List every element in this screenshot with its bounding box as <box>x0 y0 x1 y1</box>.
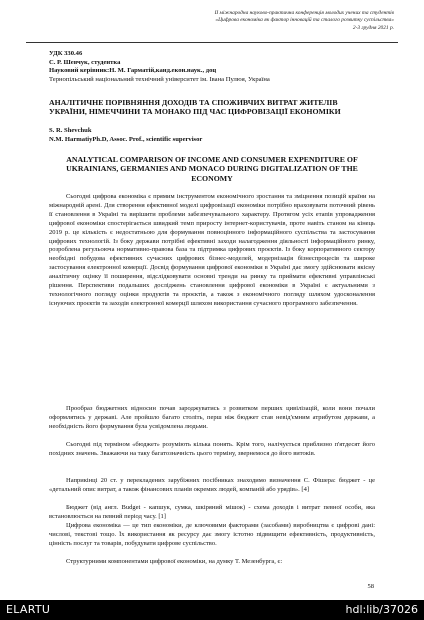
handle-identifier: hdl:lib/37026 <box>345 603 418 616</box>
repository-footer <box>0 600 424 620</box>
author-ua: С. Р. Шевчук, студентка <box>49 58 121 66</box>
author-block-ua <box>49 50 375 85</box>
paragraph-6: Цифрова економіка — це тип економіки, де ключовими факторами (засобами) виробництва є цифрові дані: числові, текстові тощо. Їх використання як ресурсу дає змогу істотно підвищити ефективність, продуктивність, цінність послуг та товарів, побудувати цифрове суспільство. <box>49 522 375 547</box>
author-en: S. R. Shevchuk <box>49 127 92 134</box>
page-number: 58 <box>367 583 374 590</box>
paragraph-2: Прообраз бюджетних відносин почав зароджуватись з розвитком перших цивілізацій, коли вони почали оформлятись у державі. Але пройшло багато століть, перш ніж бюджет став невід'ємним атрибутом держави, а необхідність його формування була усвідомлена людьми. <box>49 405 375 430</box>
paragraph-1: Сьогодні цифрова економіка є прямим інструментом економічного зростання та зміцнення позицій країни на міжнародній арені. Для створення ефективної моделі цифровізації економіки потрібно враховувати поточний рівень її становлення в Україні та вирішити проблеми забезпечувального характеру. Протягом усіх етапів упровадження цифрової економіки спостерігається швидкий темп приросту інтернет-користувачів, проте навіть станом на кінець 2019 р. це кількість є недостатньою для формування повноцінного інформаційного суспільства та застосування цифрових технологій. Із боку держави потрібні ефективні заходи налагодження діяльності інформаційного ринку, розроблена регульоюча нормативно-правова база та підтримка цифрових проєктів. Із боку корпоративного сектору необхідні побудова ефективних сучасних цифрових бізнес-моделей, модернізація бізнеспроцесів та широке застосування електронної комерції. Досвід формування цифрової економіки в Україні дає змогу здійснювати якісну аналітичну оцінку її поширення, відслідковувати основні тренди на ринку та приймати ефективні управлінські рішення. Перспективи подальших досліджень становлення цифрової економіки в Україні є актуальними з технологічного погляду оцінки продуктів та проєктів, а також з економічного погляду шляхом удосконалення існуючих проєктів та заходів електронної комерції шляхом використання сучасного програмного забезпечення. <box>49 193 375 307</box>
title-en: ANALYTICAL COMPARISON OF INCOME AND CONSUMER EXPENDITURE OF UKRAINIANS, GERMANIES AND MONACO DURING DIGITALIZATION OF THE ECONOMY <box>66 155 358 183</box>
author-block-en <box>49 127 375 144</box>
paragraph-3: Сьогодні під терміном «бюджет» розуміють кілька понять. Крім того, налічується приблизно п'ятдесят його похідних значень. Зважаючи на таку багатозначність цього терміну, звернемося до його витоків. <box>49 441 375 457</box>
conference-header <box>94 10 394 32</box>
affiliation-ua: Тернопільський національний технічний університет ім. Івана Пулюя, Україна <box>49 76 270 84</box>
paragraph-4: Наприкінці 20 ст. у перекладених зарубіжних посібниках знаходимо визначення С. Фішера: бюджет - це «детальний опис витрат, а також фінансових планів окремих людей, компаній або урядів». [4] <box>49 477 375 493</box>
udc-code: УДК 330.46 <box>49 50 83 57</box>
supervisor-en: N.M. HarmatiyPh.D, Assoc. Prof., scientific supervisor <box>49 135 203 143</box>
header-divider <box>26 42 398 43</box>
title-ua: АНАЛІТИЧНЕ ПОРІВНЯННЯ ДОХОДІВ ТА СПОЖИВЧИХ ВИТРАТ ЖИТЕЛІВ УКРАЇНИ, НІМЕЧЧИНИ ТА МОНАКО ПІД ЧАС ЦИФРОВІЗАЦІЇ ЕКОНОМІКИ <box>49 98 341 117</box>
header-line-3: 2-3 грудня 2021 р. <box>352 24 394 31</box>
header-line-2: «Цифрова економіка як фактор інновацій та сталого розвитку суспільства» <box>215 17 394 24</box>
paragraph-7: Структурними компонентами цифрової економіки, на думку Т. Мезенбурга, є: <box>66 558 283 565</box>
paragraph-5: Бюджет (від англ. Budget - капшук, сумка, шкіряний мішок) - схема доходів і витрат певної особи, яка встановлюється на певний період часу. [1] <box>49 504 375 520</box>
supervisor-ua: Науковий керівник:Н. М. Гарматій,канд.екон.наук., доц <box>49 67 217 75</box>
repository-name: ELARTU <box>6 603 51 616</box>
header-line-1: ІІ міжнародна науково-практична конференція молодих учених та студентів <box>214 10 394 16</box>
